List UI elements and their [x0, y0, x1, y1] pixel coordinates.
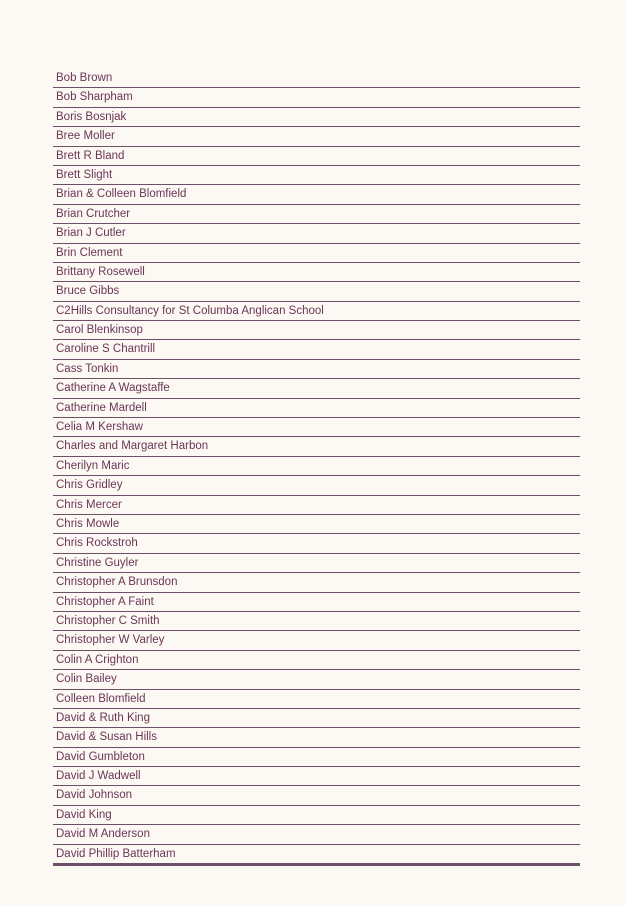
name-row: Chris Rockstroh — [53, 534, 580, 553]
name-row: Chris Mowle — [53, 515, 580, 534]
name-row: David & Susan Hills — [53, 728, 580, 747]
name-row: Brian Crutcher — [53, 205, 580, 224]
name-row: Colleen Blomfield — [53, 690, 580, 709]
name-row: Carol Blenkinsop — [53, 321, 580, 340]
name-row: Christopher A Faint — [53, 593, 580, 612]
name-row: Celia M Kershaw — [53, 418, 580, 437]
name-row: David Phillip Batterham — [53, 845, 580, 866]
name-row: Bruce Gibbs — [53, 282, 580, 301]
name-row: Catherine Mardell — [53, 399, 580, 418]
name-row: Brett Slight — [53, 166, 580, 185]
name-list — [53, 69, 580, 866]
name-row: Brian & Colleen Blomfield — [53, 185, 580, 204]
name-row: David M Anderson — [53, 825, 580, 844]
name-row: Bob Sharpham — [53, 88, 580, 107]
name-row: Bree Moller — [53, 127, 580, 146]
name-row: Brittany Rosewell — [53, 263, 580, 282]
name-row: C2Hills Consultancy for St Columba Anglican School — [53, 302, 580, 321]
name-row: Cass Tonkin — [53, 360, 580, 379]
name-row: Chris Gridley — [53, 476, 580, 495]
name-row: Boris Bosnjak — [53, 108, 580, 127]
name-row: Colin Bailey — [53, 670, 580, 689]
name-row: Caroline S Chantrill — [53, 340, 580, 359]
name-row: Christine Guyler — [53, 554, 580, 573]
name-row: Brin Clement — [53, 244, 580, 263]
name-row: David & Ruth King — [53, 709, 580, 728]
name-row: Christopher A Brunsdon — [53, 573, 580, 592]
name-row: David King — [53, 806, 580, 825]
name-row: David Gumbleton — [53, 748, 580, 767]
name-row: Colin A Crighton — [53, 651, 580, 670]
name-row: Christopher C Smith — [53, 612, 580, 631]
name-row: Catherine A Wagstaffe — [53, 379, 580, 398]
name-row: Charles and Margaret Harbon — [53, 437, 580, 456]
name-row: David J Wadwell — [53, 767, 580, 786]
name-row: Brian J Cutler — [53, 224, 580, 243]
name-row: Cherilyn Maric — [53, 457, 580, 476]
name-row: Chris Mercer — [53, 496, 580, 515]
name-row: Bob Brown — [53, 69, 580, 88]
name-row: Brett R Bland — [53, 147, 580, 166]
name-row: Christopher W Varley — [53, 631, 580, 650]
name-row: David Johnson — [53, 786, 580, 805]
